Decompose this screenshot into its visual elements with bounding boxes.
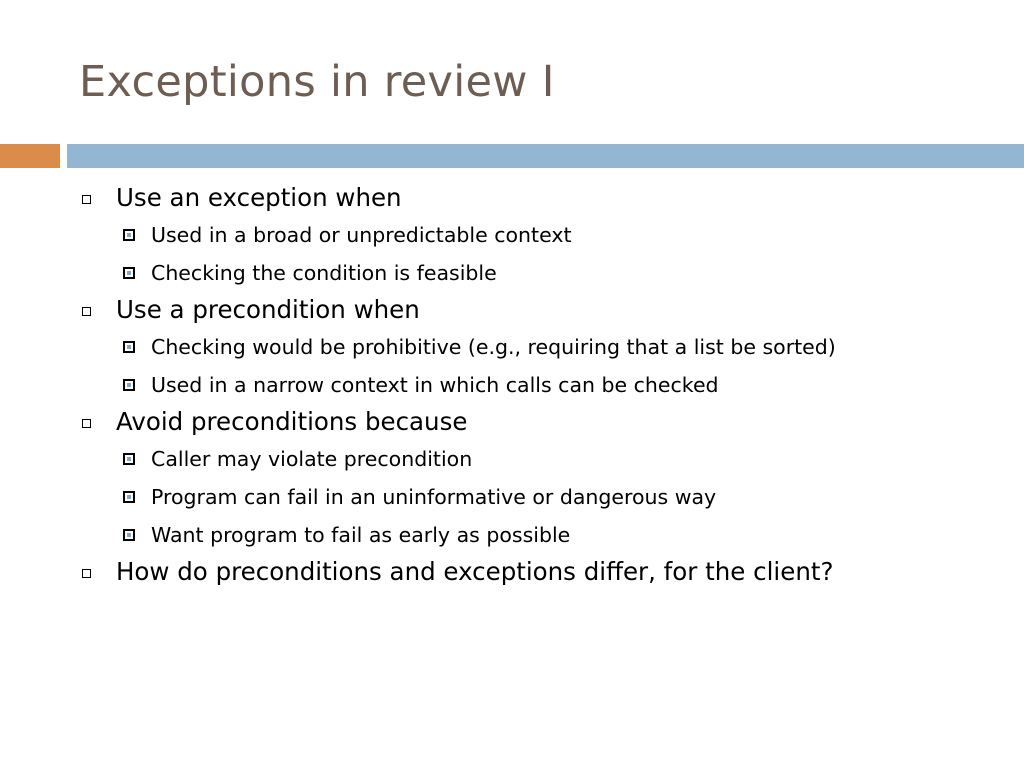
bullet-text: Use an exception when: [116, 183, 402, 212]
bullet-item: [82, 180, 982, 215]
boxed-square-bullet-icon: [123, 229, 135, 241]
boxed-square-bullet-icon: [123, 453, 135, 465]
sub-bullet-item: [82, 333, 982, 362]
hollow-square-bullet-icon: [82, 307, 91, 316]
sub-bullet-text: Checking would be prohibitive (e.g., requiring that a list be sorted): [151, 335, 836, 359]
bullet-text: Avoid preconditions because: [116, 407, 468, 436]
accent-bar-right: [67, 144, 1024, 168]
accent-bar-left: [0, 144, 60, 168]
sub-bullet-text: Used in a broad or unpredictable context: [151, 223, 572, 247]
sub-bullet-item: [82, 483, 982, 512]
sub-bullet-text: Program can fail in an uninformative or dangerous way: [151, 485, 717, 509]
hollow-square-bullet-icon: [82, 569, 91, 578]
sub-bullet-item: [82, 259, 982, 288]
bullet-item: [82, 292, 982, 327]
boxed-square-bullet-icon: [123, 491, 135, 503]
sub-bullet-item: [82, 371, 982, 400]
bullet-text: How do preconditions and exceptions differ, for the client?: [116, 557, 834, 586]
hollow-square-bullet-icon: [82, 419, 91, 428]
bullet-item: [82, 404, 982, 439]
sub-bullet-item: [82, 221, 982, 250]
sub-bullet-text: Used in a narrow context in which calls can be checked: [151, 373, 719, 397]
sub-bullet-text: Want program to fail as early as possible: [151, 523, 571, 547]
sub-bullet-text: Caller may violate precondition: [151, 447, 473, 471]
boxed-square-bullet-icon: [123, 267, 135, 279]
boxed-square-bullet-icon: [123, 379, 135, 391]
bullet-text: Use a precondition when: [116, 295, 420, 324]
bullet-item: [82, 554, 982, 589]
sub-bullet-item: [82, 445, 982, 474]
sub-bullet-item: [82, 521, 982, 550]
boxed-square-bullet-icon: [123, 341, 135, 353]
boxed-square-bullet-icon: [123, 529, 135, 541]
slide-title: Exceptions in review I: [79, 57, 555, 107]
bullet-list: [82, 180, 982, 589]
hollow-square-bullet-icon: [82, 195, 91, 204]
sub-bullet-text: Checking the condition is feasible: [151, 261, 497, 285]
